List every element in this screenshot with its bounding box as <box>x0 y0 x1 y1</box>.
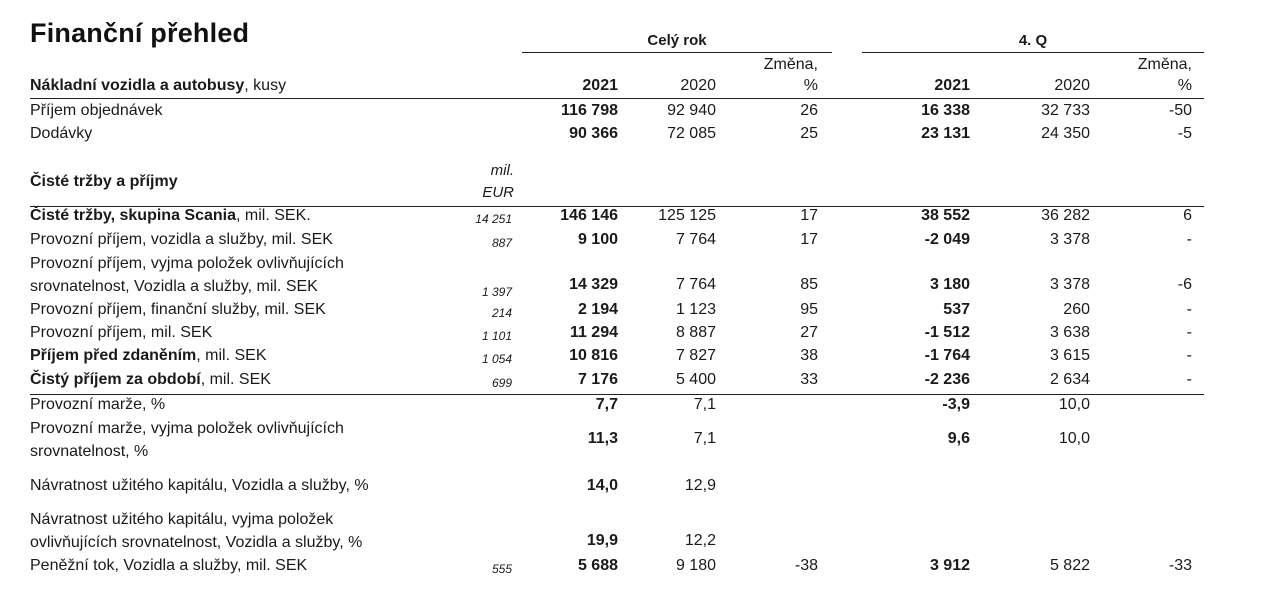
cell-qch: -33 <box>1168 557 1192 574</box>
cell-fych: 27 <box>800 324 818 341</box>
cell-fy20: 7 764 <box>675 276 716 293</box>
cell-fy20: 9 180 <box>675 557 716 574</box>
cell-fy21: 14,0 <box>586 477 618 494</box>
cell-eur: 1 054 <box>481 352 512 366</box>
cell-fy20: 72 085 <box>667 125 716 142</box>
row-label-line2: srovnatelnost, % <box>30 443 149 460</box>
cell-fych: 33 <box>800 371 818 388</box>
row-label: Peněžní tok, Vozidla a služby, mil. SEK <box>30 557 308 574</box>
cell-fych: 25 <box>800 125 818 142</box>
page-title: Finanční přehled <box>30 18 250 48</box>
cell-fy21: 9 100 <box>577 231 618 248</box>
group-rule-quarter <box>862 52 1204 53</box>
cell-q21: 9,6 <box>947 430 970 447</box>
section-trucks-label: Nákladní vozidla a autobusy, kusy <box>30 77 287 94</box>
col-header-fy-change-line1: Změna, <box>763 56 818 73</box>
cell-q21: 38 552 <box>921 207 970 224</box>
cell-q20: 2 634 <box>1049 371 1090 388</box>
cell-q20: 3 615 <box>1049 347 1090 364</box>
cell-qch: - <box>1186 301 1192 318</box>
cell-fych: 26 <box>800 102 818 119</box>
row-label-text: , mil. SEK. <box>236 207 311 224</box>
row-label: Návratnost užitého kapitálu, vyjma položek <box>30 511 334 528</box>
cell-fy21: 11,3 <box>587 430 618 447</box>
cell-q21: 537 <box>943 301 970 318</box>
col-header-q-2020: 2020 <box>1054 77 1090 94</box>
cell-q20: 260 <box>1063 301 1090 318</box>
row-label-text: Provozní příjem, vozidla a služby, mil. SEK <box>30 231 333 248</box>
cell-q20: 5 822 <box>1049 557 1090 574</box>
cell-q21: -1 764 <box>924 347 970 364</box>
row-label: Provozní marže, vyjma položek ovlivňujících <box>30 420 344 437</box>
cell-fych: 38 <box>800 347 818 364</box>
group-header-full-year: Celý rok <box>647 32 707 49</box>
row-label <box>30 321 212 344</box>
row-label-line2: ovlivňujících srovnatelnost, Vozidla a služby, % <box>30 534 363 551</box>
col-header-q-change-line1: Změna, <box>1137 56 1192 73</box>
cell-fy20: 12,9 <box>684 477 716 494</box>
row-label-text: Provozní příjem, finanční služby, mil. SEK <box>30 301 326 318</box>
row-label <box>30 252 344 275</box>
cell-qch: - <box>1186 324 1192 341</box>
section-sales-label: Čisté tržby a příjmy <box>30 173 178 190</box>
header-rule <box>30 98 1204 99</box>
cell-fych: -38 <box>794 557 818 574</box>
row-label: Návratnost užitého kapitálu, Vozidla a služby, % <box>30 477 369 494</box>
cell-q20: 32 733 <box>1041 102 1090 119</box>
cell-eur: 699 <box>491 376 512 390</box>
cell-eur: 14 251 <box>475 212 512 226</box>
cell-qch: - <box>1186 347 1192 364</box>
cell-q20: 3 638 <box>1049 324 1090 341</box>
cell-fy20: 125 125 <box>658 207 716 224</box>
row-label: Provozní marže, % <box>30 396 166 413</box>
cell-q21: -2 049 <box>924 231 970 248</box>
eur-unit-line2: EUR <box>482 184 514 201</box>
row-label <box>30 368 271 391</box>
row-label-bold: Čisté tržby, skupina Scania <box>30 207 236 224</box>
cell-q21: 23 131 <box>921 125 970 142</box>
cell-fy21: 14 329 <box>569 276 618 293</box>
row-label: Dodávky <box>30 125 93 142</box>
cell-eur: 1 397 <box>481 285 512 299</box>
cell-eur: 1 101 <box>481 329 512 343</box>
cell-eur: 887 <box>491 236 512 250</box>
row-label <box>30 344 267 367</box>
row-label <box>30 298 326 321</box>
row-label <box>30 228 333 251</box>
row-label-text: Provozní příjem, mil. SEK <box>30 324 213 341</box>
row-label-text: , mil. SEK <box>200 371 271 388</box>
cell-q20: 10,0 <box>1058 396 1090 413</box>
cell-fy21: 7 176 <box>577 371 618 388</box>
col-header-fy-2021: 2021 <box>582 77 618 94</box>
cell-fych: 95 <box>800 301 818 318</box>
cell-qch: 6 <box>1183 207 1192 224</box>
cell-q21: -2 236 <box>924 371 970 388</box>
eur-unit-header <box>474 160 514 204</box>
col-header-fy-2020: 2020 <box>680 77 716 94</box>
cell-qch: - <box>1186 231 1192 248</box>
cell-q21: -3,9 <box>942 396 970 413</box>
cell-fy20: 12,2 <box>684 532 716 549</box>
cell-q21: 3 912 <box>929 557 970 574</box>
eur-unit-line1: mil. <box>490 162 514 179</box>
row-label-text: , mil. SEK <box>196 347 267 364</box>
cell-fy21: 10 816 <box>569 347 618 364</box>
cell-fy21: 19,9 <box>586 532 618 549</box>
cell-fy20: 8 887 <box>675 324 716 341</box>
cell-fych: 17 <box>800 231 818 248</box>
row-label: Příjem objednávek <box>30 102 163 119</box>
cell-qch: -6 <box>1177 276 1192 293</box>
cell-q21: -1 512 <box>924 324 970 341</box>
group-rule-full-year <box>522 52 832 53</box>
cell-eur: 555 <box>491 562 512 576</box>
row-label-bold: Čistý příjem za období <box>30 371 201 388</box>
col-header-q-change-line2: % <box>1177 77 1192 94</box>
cell-fy21: 2 194 <box>577 301 618 318</box>
cell-fy21: 146 146 <box>560 207 618 224</box>
cell-q20: 3 378 <box>1049 276 1090 293</box>
row-label-text: Provozní příjem, vyjma položek ovlivňujících <box>30 255 344 272</box>
col-header-fy-change-line2: % <box>803 77 818 94</box>
cell-fy21: 5 688 <box>577 557 618 574</box>
cell-qch: -50 <box>1168 102 1192 119</box>
group-header-quarter: 4. Q <box>1018 32 1048 49</box>
cell-fy21: 11 294 <box>569 324 618 341</box>
cell-fych: 85 <box>800 276 818 293</box>
row-label-line2: srovnatelnost, Vozidla a služby, mil. SEK <box>30 278 318 295</box>
col-header-q-2021: 2021 <box>934 77 970 94</box>
cell-q20: 3 378 <box>1049 231 1090 248</box>
cell-fy20: 1 123 <box>675 301 716 318</box>
cell-q20: 10,0 <box>1058 430 1090 447</box>
cell-fy20: 7,1 <box>693 430 716 447</box>
cell-fy21: 116 798 <box>561 102 618 119</box>
cell-fy20: 7 827 <box>675 347 716 364</box>
cell-fy21: 90 366 <box>569 125 618 142</box>
cell-q21: 3 180 <box>929 276 970 293</box>
cell-fy21: 7,7 <box>595 396 618 413</box>
cell-q21: 16 338 <box>921 102 970 119</box>
cell-q20: 36 282 <box>1041 207 1090 224</box>
cell-fych: 17 <box>800 207 818 224</box>
row-label <box>30 204 311 227</box>
cell-fy20: 5 400 <box>675 371 716 388</box>
row-label-bold: Příjem před zdaněním <box>30 347 197 364</box>
cell-qch: -5 <box>1177 125 1192 142</box>
cell-fy20: 92 940 <box>667 102 716 119</box>
cell-q20: 24 350 <box>1041 125 1090 142</box>
cell-eur: 214 <box>491 306 512 320</box>
cell-fy20: 7 764 <box>675 231 716 248</box>
cell-qch: - <box>1186 371 1192 388</box>
cell-fy20: 7,1 <box>693 396 716 413</box>
